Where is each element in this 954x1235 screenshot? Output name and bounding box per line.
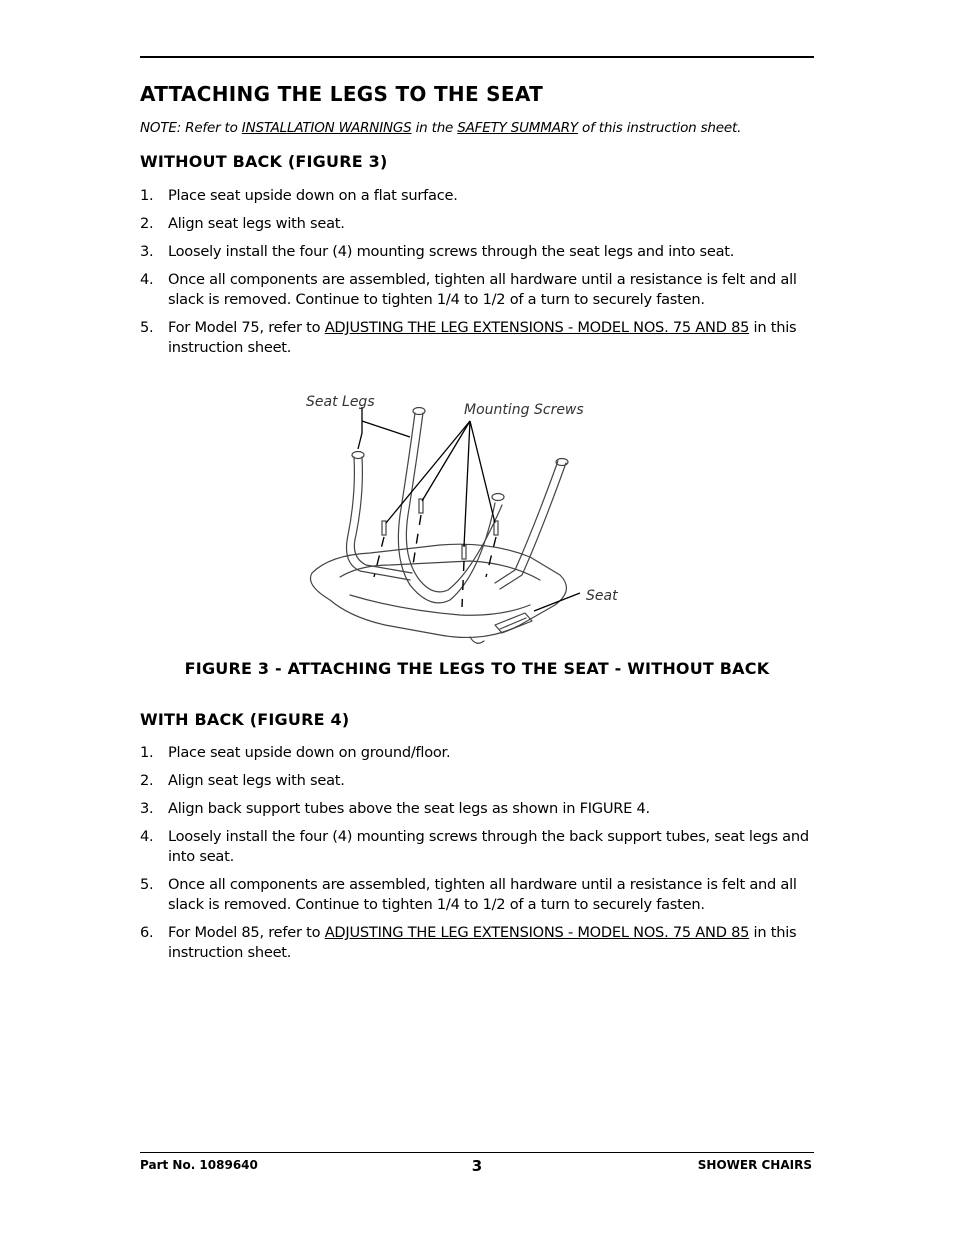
top-rule xyxy=(140,56,814,58)
without-back-heading: WITHOUT BACK (FIGURE 3) xyxy=(140,152,388,171)
step-number: 3. xyxy=(140,243,154,260)
step-text: Align seat legs with seat. xyxy=(168,215,345,232)
list-item xyxy=(140,270,814,310)
step-text: Loosely install the four (4) mounting screws through the seat legs and into seat. xyxy=(168,243,735,260)
step-number: 2. xyxy=(140,215,154,232)
step-number: 5. xyxy=(140,876,154,893)
list-item xyxy=(140,923,814,963)
seat-outline xyxy=(310,544,566,637)
seat-legs-label: Seat Legs xyxy=(306,394,375,410)
step-number: 4. xyxy=(140,271,154,288)
step-text: Align seat legs with seat. xyxy=(168,772,345,789)
part-number: Part No. 1089640 xyxy=(140,1158,258,1172)
list-item xyxy=(140,186,814,206)
step-text-post: in this instruction sheet. xyxy=(168,319,797,356)
product-name: SHOWER CHAIRS xyxy=(697,1158,812,1172)
installation-warnings-link[interactable]: INSTALLATION WARNINGS xyxy=(241,120,412,136)
safety-summary-link[interactable]: SAFETY SUMMARY xyxy=(457,120,578,136)
step-text: Loosely install the four (4) mounting screws through the back support tubes, seat legs and into seat. xyxy=(168,828,809,865)
mounting-screws-label: Mounting Screws xyxy=(464,402,584,418)
step-text-pre: For Model 85, refer to xyxy=(168,924,325,941)
list-item xyxy=(140,875,814,915)
list-item xyxy=(140,318,814,358)
step-text: Once all components are assembled, tighten all hardware until a resistance is felt and all slack is removed. Continue to tighten 1/4 to 1/2 of a turn to securely fasten. xyxy=(168,271,797,308)
list-item xyxy=(140,827,814,867)
list-item xyxy=(140,242,814,262)
step-text: Place seat upside down on a flat surface. xyxy=(168,187,458,204)
page-number: 3 xyxy=(471,1157,483,1175)
note-middle: in the xyxy=(411,120,458,136)
with-back-steps xyxy=(140,743,814,971)
step-text: Align back support tubes above the seat legs as shown in FIGURE 4. xyxy=(168,800,650,817)
step-number: 5. xyxy=(140,319,154,336)
step-number: 4. xyxy=(140,828,154,845)
figure-3-caption: FIGURE 3 - ATTACHING THE LEGS TO THE SEAT - WITHOUT BACK xyxy=(184,659,770,678)
list-item xyxy=(140,743,814,763)
step-text-post: in this instruction sheet. xyxy=(168,924,797,961)
step-text: Place seat upside down on ground/floor. xyxy=(168,744,451,761)
step-text-pre: For Model 75, refer to xyxy=(168,319,325,336)
step-number: 1. xyxy=(140,744,154,761)
adjusting-leg-extensions-link[interactable]: ADJUSTING THE LEG EXTENSIONS - MODEL NOS. 75 AND 85 xyxy=(324,924,750,941)
page-heading: ATTACHING THE LEGS TO THE SEAT xyxy=(140,82,544,106)
step-number: 3. xyxy=(140,800,154,817)
step-number: 1. xyxy=(140,187,154,204)
note-suffix: of this instruction sheet. xyxy=(577,120,742,136)
seat-label: Seat xyxy=(586,588,618,604)
figure-3-illustration xyxy=(290,385,640,655)
note xyxy=(140,120,741,136)
shower-seat-legs-drawing xyxy=(290,385,640,655)
adjusting-leg-extensions-link[interactable]: ADJUSTING THE LEG EXTENSIONS - MODEL NOS. 75 AND 85 xyxy=(324,319,750,336)
list-item xyxy=(140,799,814,819)
list-item xyxy=(140,771,814,791)
note-prefix: NOTE: Refer to xyxy=(140,120,242,136)
step-number: 2. xyxy=(140,772,154,789)
step-number: 6. xyxy=(140,924,154,941)
footer-rule xyxy=(140,1152,814,1153)
center-leg xyxy=(398,413,495,603)
list-item xyxy=(140,214,814,234)
with-back-heading: WITH BACK (FIGURE 4) xyxy=(140,710,350,729)
without-back-steps xyxy=(140,186,814,366)
step-text: Once all components are assembled, tighten all hardware until a resistance is felt and all slack is removed. Continue to tighten 1/4 to 1/2 of a turn to securely fasten. xyxy=(168,876,797,913)
